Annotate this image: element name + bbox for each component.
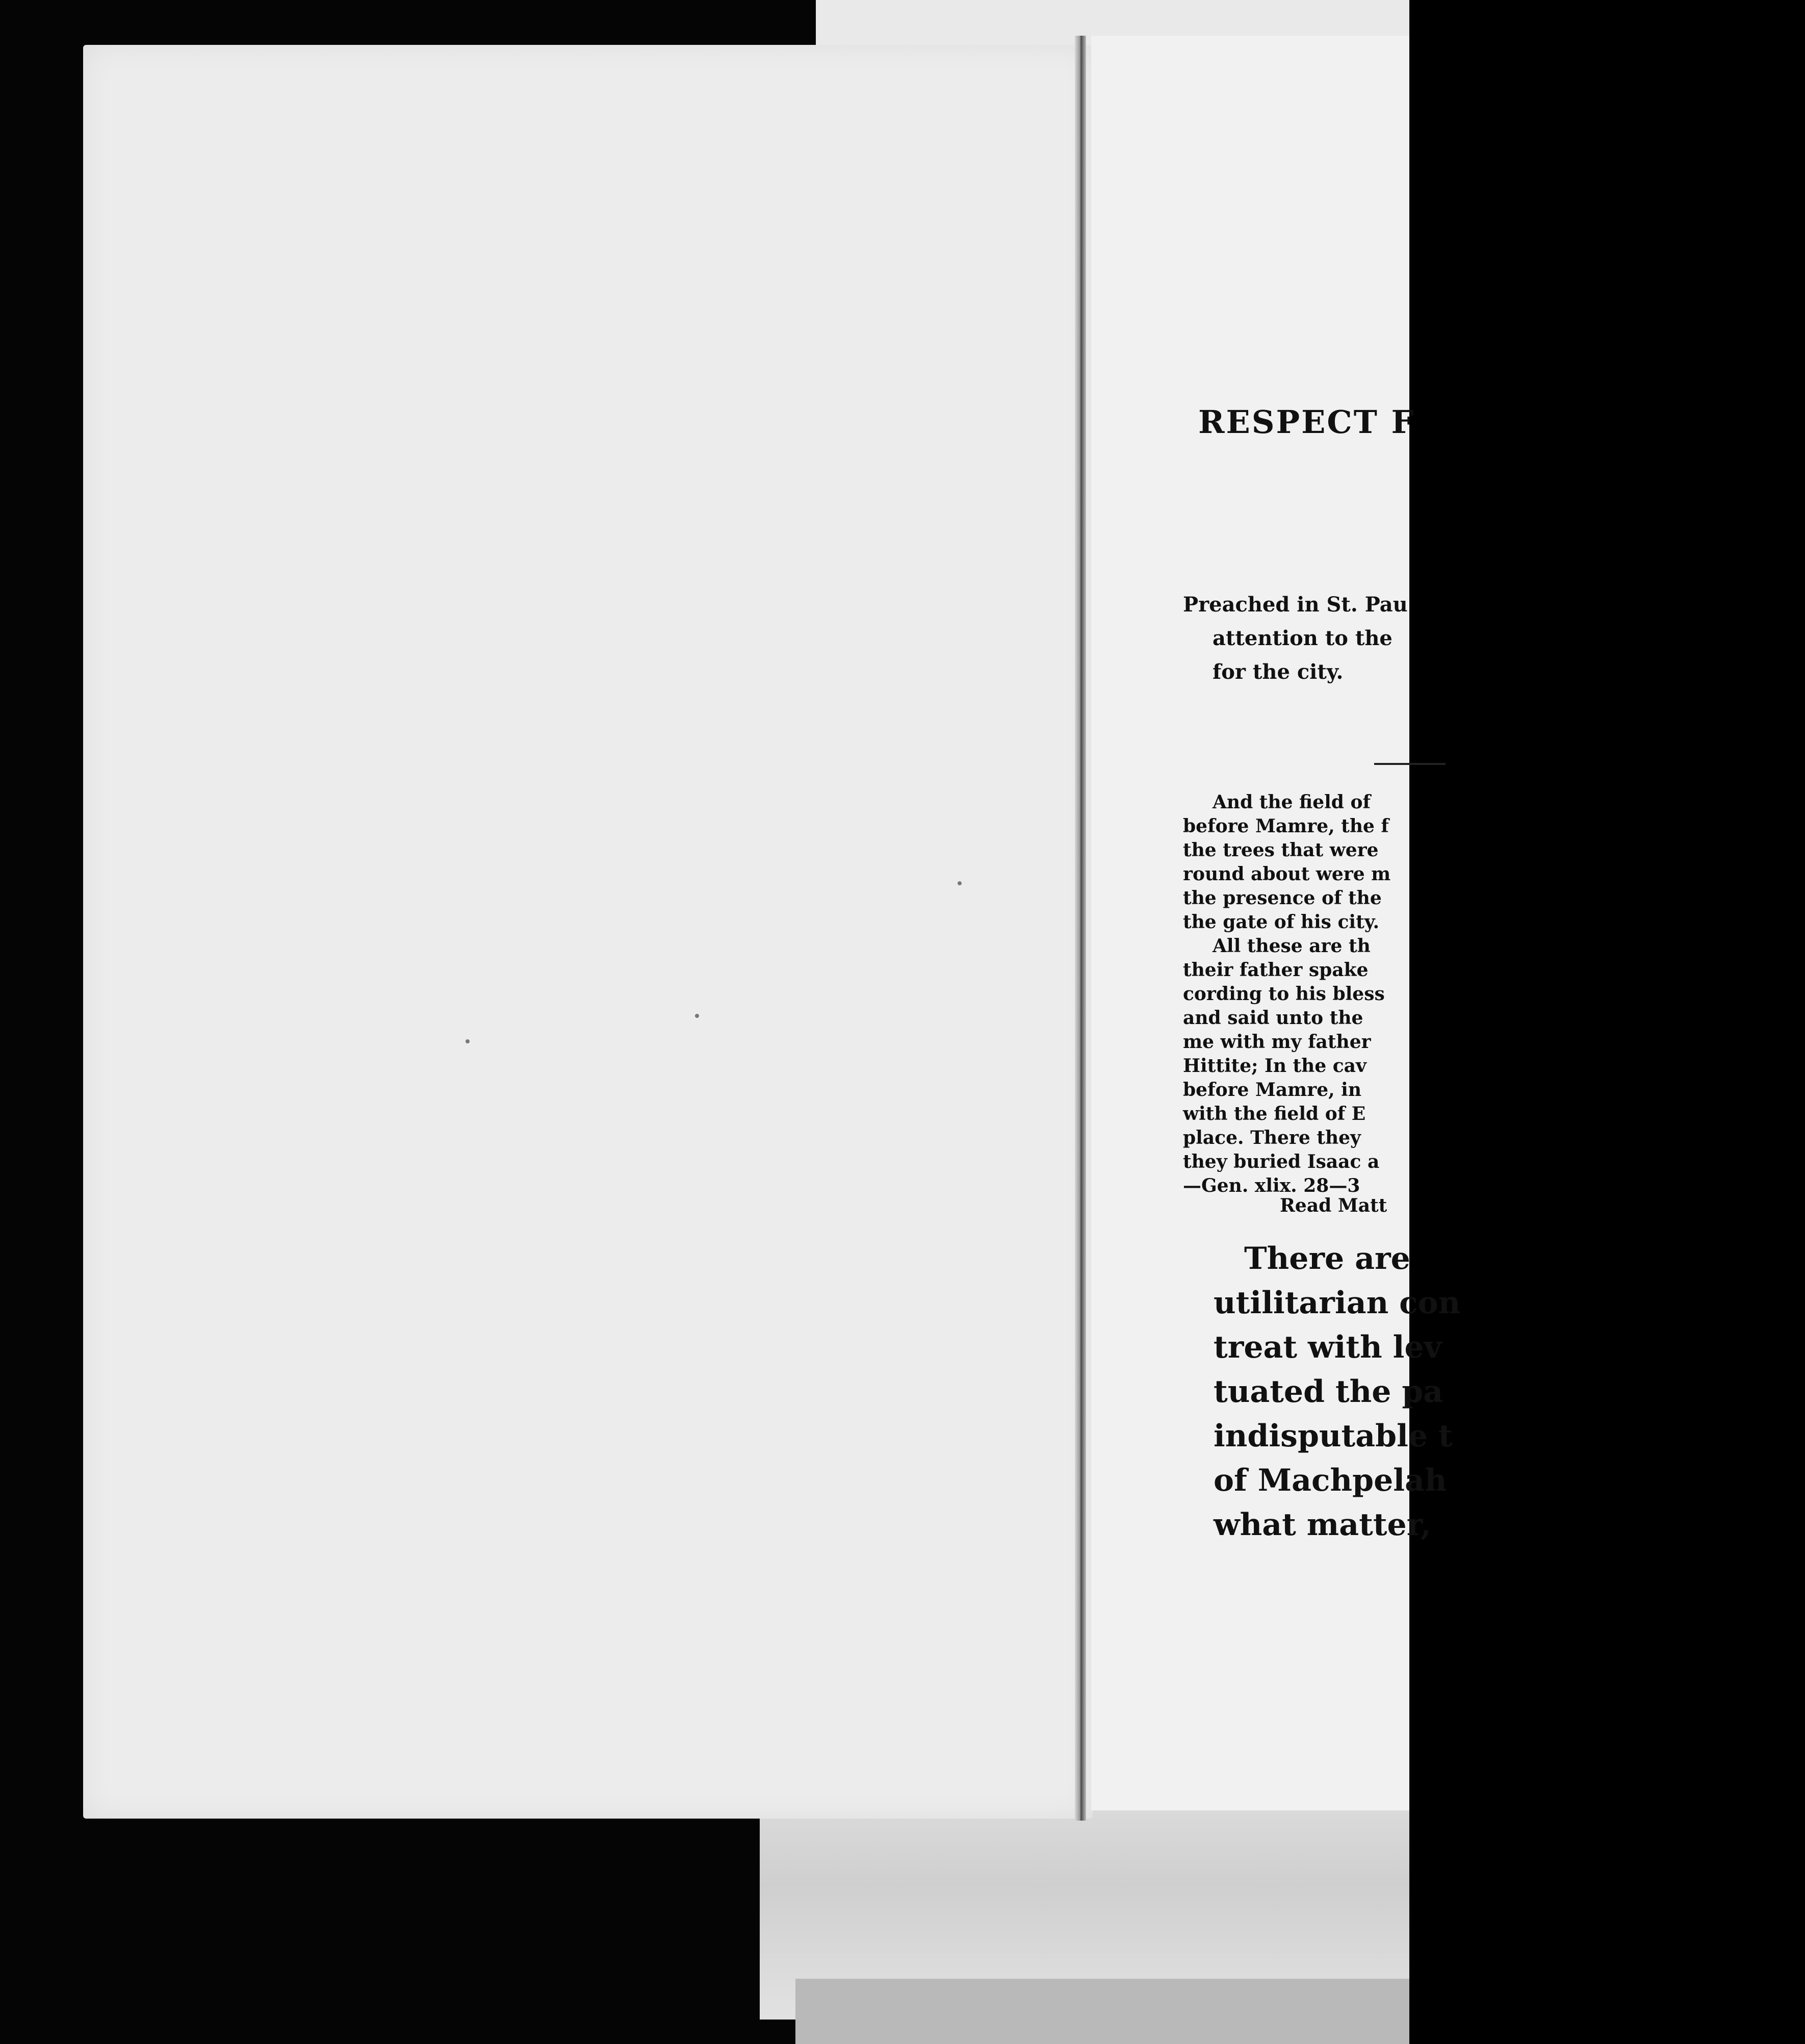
scripture-line: All these are th [1213,935,1371,957]
preached-line: Preached in St. Pau [1183,593,1408,617]
scripture-line: before Mamre, the f [1183,815,1389,837]
preached-line: for the city. [1213,660,1344,684]
separator-rule [1374,763,1446,765]
scripture-line: their father spake [1183,959,1369,981]
body-line: tuated the pa [1214,1374,1443,1410]
scripture-line: —Gen. xlix. 28—3 [1183,1175,1360,1196]
scripture-line: me with my father [1183,1031,1371,1053]
scripture-line: cording to his bless [1183,983,1385,1005]
body-line: treat with lev [1214,1330,1442,1365]
body-line: utilitarian con [1214,1285,1461,1321]
page-gutter [1075,36,1086,1821]
body-line: what matter, [1214,1507,1431,1543]
scripture-text [1183,790,1390,1198]
scripture-line: round about were m [1183,863,1391,885]
scripture-line: And the field of [1213,791,1371,813]
body-line: indisputable t [1214,1418,1453,1454]
scripture-line: the trees that were [1183,839,1379,861]
scripture-line: they buried Isaac a [1183,1151,1380,1172]
scripture-line: with the field of E [1183,1103,1366,1125]
reading-note: Read Matt [1280,1195,1387,1216]
scripture-line: place. There they [1183,1127,1361,1148]
paper-speck [958,881,962,885]
paper-strip-bottom-lower [795,1979,1409,2044]
sermon-body [1214,1237,1460,1547]
scripture-line: and said unto the [1183,1007,1363,1029]
printed-right-page [1091,36,1461,1810]
paper-speck [695,1014,699,1018]
body-line: There are [1244,1241,1410,1276]
preached-line: attention to the [1213,626,1393,650]
scripture-line: before Mamre, in [1183,1079,1362,1101]
preached-note [1183,588,1408,689]
blank-left-page [83,45,1093,1819]
sermon-title: RESPECT F [1198,403,1415,441]
paper-speck [466,1039,470,1043]
scripture-line: the gate of his city. [1183,911,1380,933]
scripture-line: the presence of the [1183,887,1382,909]
body-line: of Machpelah [1214,1463,1447,1498]
scripture-line: Hittite; In the cav [1183,1055,1366,1077]
